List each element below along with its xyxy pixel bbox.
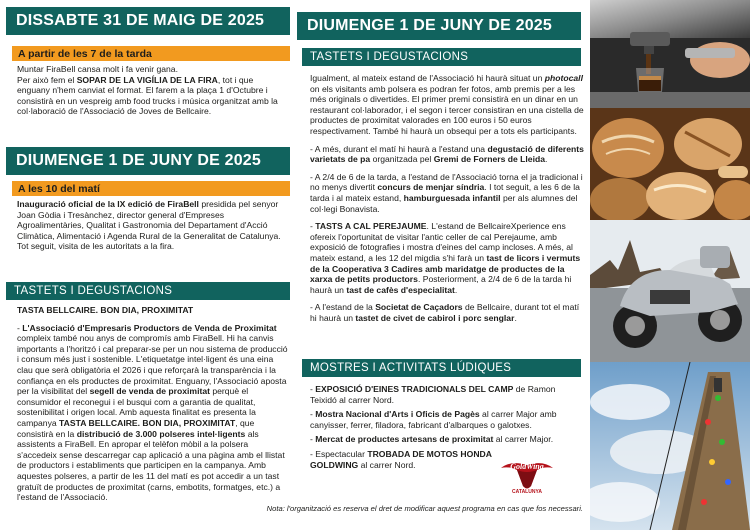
day1-text (17, 64, 287, 117)
mostra-item-3: - Mercat de productes artesans de proximitat al carrer Major. (310, 434, 554, 445)
mostra-item-1: - EXPOSICIÓ D'EINES TRADICIONALS DEL CAMP de Ramon Teixidó al carrer Nord. (310, 384, 556, 405)
mostres-title: MOSTRES I ACTIVITATS LÚDIQUES (310, 362, 512, 374)
right-tastets-text (310, 73, 584, 330)
tasta-heading: TASTA BELLCAIRE. BON DIA, PROXIMITAT (17, 305, 194, 315)
inauguration-text: presidida pel senyor Joan Gòdia i Tresànchez, director general d'Empreses Agroalimentàries, Qualitat i Gastronomia del Departament d'Acció Climàtica, Alimentació i Agenda Rural de la Generalitat de Catalunya. Tot seguit, visita de les autoritats a la fira. (17, 199, 281, 252)
goldwing-logo (497, 458, 557, 494)
day1-time-band (12, 46, 290, 61)
day1-para-1: Muntar FiraBell cansa molt i fa venir gana. (17, 64, 178, 74)
bread-photo (590, 108, 750, 220)
mostres-band (302, 359, 581, 377)
day1-title-band (6, 7, 290, 35)
tasta-body: - L'Associació d'Empresaris Productors de Venda de Proximitat compleix també nou anys de compromís amb FiraBell. Hi ha canvis importants a l'horitzó i cal preparar-se per un nou sistema de producció i consum més just i sostenible. L'etiquetatge intel·ligent és una eina clau que serà obligatòria el 2026 i que reforçarà la transparència i la confiança en els productes de proximitat. Enguany, l'Associació aposta per la visibilitat del segell de venda de proximitat perquè el consumidor el reconegui i el busqui com a garantia de qualitat, sostenibilitat i origen local. Amb aquesta finalitat es presenta la campanya TASTA BELLCAIRE. BON DIA, PROXIMITAT, que consistirà en la distribució de 3.000 polseres intel·ligents als assistents a FiraBell. En apropar el telèfon mòbil a la polsera s'accedeix sense descarregar cap aplicació a una pàgina amb el llistat de productors i establiments que participen en la campanya. Amb aquestes polseres, a partir de les 11 del matí es pot accedir a un tast gratuït de productes de proximitat (carns, embotits, formatges, etc.) a l'estand de l'Associació. (17, 322, 288, 503)
right-tastets-title: TASTETS I DEGUSTACIONS (310, 51, 469, 63)
perejaume-item: - TASTS A CAL PEREJAUME. L'estand de BellcaireXperience ens ofereix l'oportunitat de visitar l'antic celler de cal Perejaume, amb exposició de fotografies i mostra d'eines del camp incloses. A més, al mateix estand, a les 12 del migdia s'hi farà un tast de licors i vermuts de la Cooperativa 3 Cadires amb maridatge de productes de la xarxa de petits productors. Posteriorment, a 2/4 de 6 de la tarda hi haurà un tast de cafès d'especialitat. (310, 221, 581, 295)
right-title: DIUMENGE 1 DE JUNY DE 2025 (307, 17, 552, 34)
left-tastets-band (6, 282, 290, 300)
day1-time: A partir de les 7 de la tarda (18, 47, 152, 60)
day1-title: DISSABTE 31 DE MAIG DE 2025 (16, 12, 265, 29)
left-tastets-title: TASTETS I DEGUSTACIONS (14, 285, 173, 297)
cacadors-item: - A l'estand de la Societat de Caçadors de Bellcaire, durant tot el matí hi haurà un tastet de civet de cabirol i porc senglar. (310, 302, 580, 323)
day2-time: A les 10 del matí (18, 182, 100, 195)
climbing-tower-photo (590, 362, 750, 530)
day2-title-band (6, 147, 290, 175)
right-title-band (297, 12, 581, 40)
espresso-photo (590, 0, 750, 108)
day1-para-2: Per això fem el SOPAR DE LA VIGÍLIA DE LA FIRA, tot i que enguany n'hem canviat el format. El farem a la plaça 1 d'Octubre i consistirà en un vespreig amb food trucks i música organitzat amb la col·laboració de l'Associació de Joves de Bellcaire. (17, 74, 278, 117)
day2-time-band (12, 181, 290, 196)
logo-top-text: GoldWing (510, 462, 544, 471)
day2-text (17, 199, 287, 252)
day2-title: DIUMENGE 1 DE JUNY DE 2025 (16, 152, 261, 169)
logo-bottom-text: CATALUNYA (512, 489, 542, 494)
inauguration-title: Inauguració oficial de la IX edició de FiraBell (17, 199, 199, 209)
watermelon-item: - A 2/4 de 6 de la tarda, a l'estand de l'Associació torna el ja tradicional i no menys divertit concurs de menjar síndria. I tot seguit, a les 6 de la tarda i al mateix estand, hamburguesada infantil per als alumnes del col·legi Bonavista. (310, 171, 583, 214)
footer-note: Nota: l'organització es reserva el dret de modificar aquest programa en cas que fos necessari. (266, 504, 583, 513)
mostra-item-2: - Mostra Nacional d'Arts i Oficis de Pagès al carrer Major amb canyisser, ferrer, filadora, fabricant d'albarques o galotxes. (310, 409, 557, 430)
left-tastets-text (17, 305, 289, 503)
motorcycle-photo (590, 220, 750, 362)
right-tastets-band (302, 48, 581, 66)
mostra-item-4: - Espectacular TROBADA DE MOTOS HONDA GOLDWING al carrer Nord. (310, 448, 492, 470)
bread-item: - A més, durant el matí hi haurà a l'estand una degustació de diferents varietats de pa organitzada pel Gremi de Forners de Lleida. (310, 143, 584, 165)
photocall-item: Igualment, al mateix estand de l'Associació hi haurà situat un photocall on els visitants amb polsera es podran fer fotos, amb premis per a les més originals o divertides. El primer premi consistirà en un dinar en un restaurant col·laborador, i el segon i tercer consistiran en una cistella de productes de proximitat valorades en 100 euros i 50 euros respectivament. També hi haurà un obsequi per a tots els participants. (310, 73, 584, 136)
